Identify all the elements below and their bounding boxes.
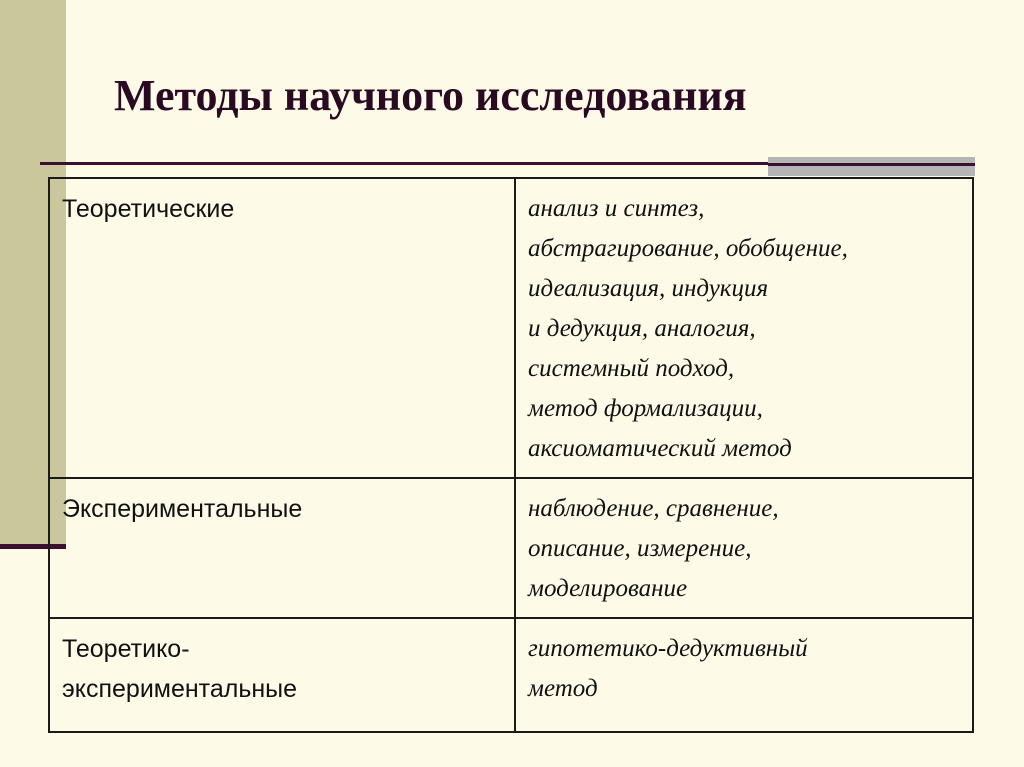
method-item: моделирование: [528, 575, 688, 602]
methods-list-cell: [515, 618, 973, 732]
table-row: [49, 178, 973, 478]
methods-list-cell: [515, 478, 973, 618]
method-item: аксиоматический метод: [528, 435, 792, 462]
method-item: гипотетико-дедуктивный: [528, 635, 808, 662]
table-row: [49, 618, 973, 732]
table-row: [49, 478, 973, 618]
title-underline-shade: [768, 157, 975, 176]
title-underline-accent: [768, 163, 975, 166]
method-type-label: Теоретико-: [62, 635, 190, 663]
method-type-label: экспериментальные: [62, 675, 298, 703]
method-type-label: Экспериментальные: [62, 495, 303, 523]
method-item: метод формализации,: [528, 395, 763, 422]
method-item: абстрагирование, обобщение,: [528, 235, 848, 262]
methods-list-cell: [515, 178, 973, 478]
method-item: метод: [528, 675, 598, 702]
method-item: наблюдение, сравнение,: [528, 495, 779, 522]
method-type-cell: [49, 618, 515, 732]
slide-title: Методы научного исследования: [114, 71, 747, 120]
method-item: описание, измерение,: [528, 535, 752, 562]
method-type-cell: [49, 478, 515, 618]
method-item: идеализация, индукция: [528, 275, 769, 302]
method-type-cell: [49, 178, 515, 478]
method-item: и дедукция, аналогия,: [528, 315, 756, 342]
method-item: системный подход,: [528, 355, 735, 382]
methods-table: [48, 177, 974, 733]
method-item: анализ и синтез,: [528, 195, 705, 222]
method-type-label: Теоретические: [62, 195, 235, 223]
